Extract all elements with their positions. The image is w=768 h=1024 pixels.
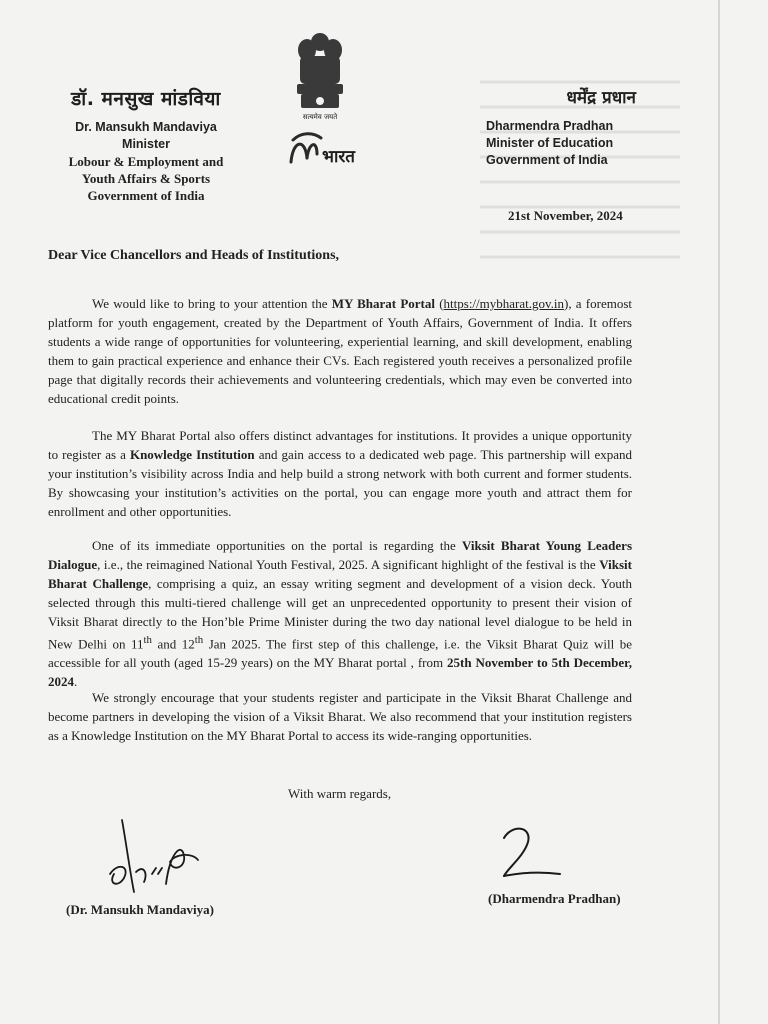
paragraph-2 bbox=[48, 426, 632, 521]
right-name: Dharmendra Pradhan bbox=[486, 119, 614, 133]
salutation: Dear Vice Chancellors and Heads of Institutions, bbox=[48, 248, 340, 263]
signatory-right-name: (Dharmendra Pradhan) bbox=[488, 891, 621, 906]
page-edge bbox=[718, 0, 720, 1024]
p3-text-a: One of its immediate opportunities on the portal is regarding the bbox=[92, 538, 462, 553]
p1-text-a: We would like to bring to your attention the bbox=[92, 296, 332, 311]
letter-date: 21st November, 2024 bbox=[508, 208, 623, 223]
p1-text-d: ), a foremost platform for youth engagement, created by the Department of Youth Affairs, Government of India. It offers students a wide range of opportunities for volunteering, experiential learning, and skill development, enabling them to gain practical experience and enhance their CVs. Each registered youth receives a personalized profile page that digitally records their achievements and volunteering credentials, which may even be converted into educational credit points. bbox=[48, 296, 632, 406]
left-dept-1: Lobour & Employment and bbox=[68, 154, 224, 169]
right-letterhead bbox=[480, 85, 650, 169]
right-title: Minister of Education bbox=[486, 136, 614, 150]
p3-text-c: , i.e., the reimagined National Youth Festival, 2025. A significant highlight of the festival is the bbox=[97, 557, 600, 572]
right-govt: Government of India bbox=[486, 153, 608, 167]
p3-bold-challenge: Viksit Bharat Challenge bbox=[48, 557, 632, 591]
emblem-motto: सत्यमेव जयते bbox=[302, 113, 338, 121]
portal-link[interactable]: https://mybharat.gov.in bbox=[443, 296, 565, 311]
left-dept-2: Youth Affairs & Sports bbox=[81, 171, 211, 186]
left-hindi-name: डॉ. मनसुख मांडविया bbox=[71, 88, 221, 110]
paragraph-4: We strongly encourage that your students register and participate in the Viksit Bharat Challenge and become partners in developing the vision of a Viksit Bharat. We also recommend that your institution registers as a Knowledge Institution on the MY Bharat Portal to access its wide-ranging opportunities. bbox=[48, 690, 632, 743]
p3-text-g: Jan 2025. The first step of this challenge, i.e. the Viksit Bharat Quiz will be accessible for all youth (aged 15-29 years) on the MY Bharat portal , from bbox=[48, 636, 632, 671]
p3-text-i: . bbox=[74, 674, 78, 690]
left-title: Minister bbox=[122, 137, 170, 151]
p3-bold-dialogue: Viksit Bharat Young Leaders Dialogue bbox=[48, 538, 632, 572]
p1-bold-portal: MY Bharat Portal bbox=[331, 296, 435, 311]
national-emblem-icon bbox=[285, 28, 355, 118]
my-bharat-logo-text: भारत bbox=[322, 147, 355, 167]
p2-bold-knowledge-institution: Knowledge Institution bbox=[129, 447, 255, 462]
p3-bold-dates: 25th November to 5th December, 2024 bbox=[48, 655, 632, 690]
signature-left-icon bbox=[100, 812, 210, 900]
paragraph-1 bbox=[48, 294, 632, 408]
signature-right-icon bbox=[494, 822, 574, 882]
p1-text-c: ( bbox=[434, 296, 444, 311]
p2-text-c: and gain access to a dedicated web page. This partnership will expand your institution’s visibility across India and help build a strong network with both current and former students. By showcasing your institution’s activities on the portal, you can engage more youth and attract them for enrollment and other opportunities. bbox=[48, 447, 633, 519]
left-letterhead bbox=[46, 85, 246, 204]
closing: With warm regards, bbox=[288, 786, 392, 801]
left-name: Dr. Mansukh Mandaviya bbox=[75, 120, 217, 134]
p3-sup-2: th bbox=[194, 634, 204, 646]
p3-sup-1: th bbox=[143, 634, 152, 646]
p3-text-f: and 12 bbox=[151, 636, 195, 652]
left-govt: Government of India bbox=[87, 188, 205, 203]
p3-text-e: , comprising a quiz, an essay writing segment and development of a vision deck. Youth selected through this multi-tiered challenge will get an unprecedented opportunity to present their vision of Viksit Bharat directly to the Hon’ble Prime Minister during the two day national level dialogue to be held in New Delhi on 11 bbox=[48, 576, 632, 652]
right-hindi-name: धर्मेंद्र प्रधान bbox=[566, 88, 636, 108]
signatory-left-name: (Dr. Mansukh Mandaviya) bbox=[66, 902, 214, 917]
p2-text-a: The MY Bharat Portal also offers distinct advantages for institutions. It provides a unique opportunity to register as a bbox=[48, 428, 632, 462]
paragraph-3 bbox=[48, 536, 632, 691]
